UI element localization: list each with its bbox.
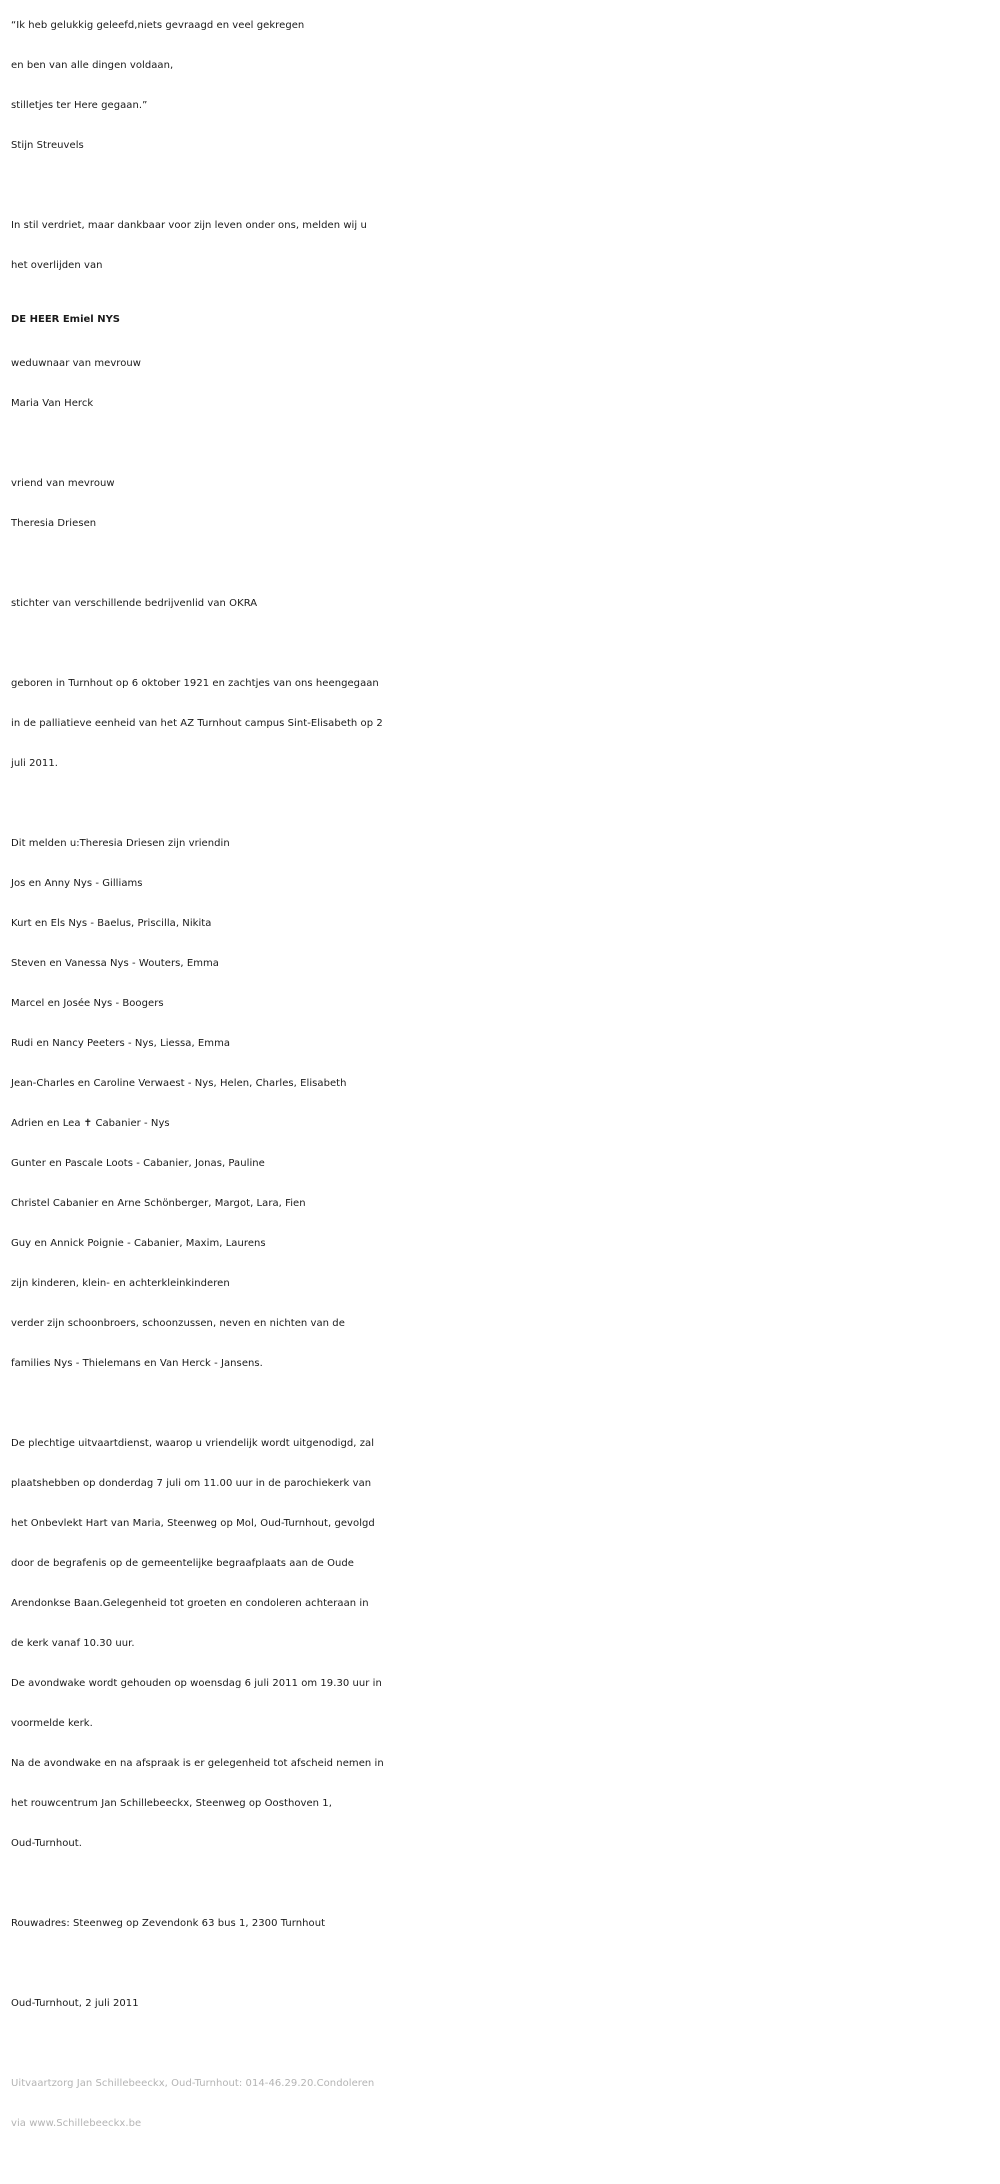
- friend-label: vriend van mevrouw: [11, 478, 115, 489]
- ceremony-line: De plechtige uitvaartdienst, waarop u vriendelijk wordt uitgenodigd, zal: [11, 1438, 375, 1449]
- intro-line: het overlijden van: [11, 260, 103, 271]
- ceremony-line: plaatshebben op donderdag 7 juli om 11.00 uur in de parochiekerk van: [11, 1478, 372, 1489]
- family-line: Steven en Vanessa Nys - Wouters, Emma: [11, 958, 219, 969]
- birth-death-line: in de palliatieve eenheid van het AZ Turnhout campus Sint-Elisabeth op 2: [11, 718, 383, 729]
- spacer: [11, 624, 996, 664]
- spacer: [11, 166, 996, 206]
- widower-label: weduwnaar van mevrouw: [11, 358, 142, 369]
- quote-block: [11, 6, 996, 166]
- intro-block: [11, 206, 996, 286]
- ceremony-line: De avondwake wordt gehouden op woensdag 6 juli 2011 om 19.30 uur in: [11, 1678, 382, 1689]
- obituary-document: [11, 6, 996, 2144]
- family-block: [11, 824, 996, 1384]
- spacer: [11, 1944, 996, 1984]
- family-line: Rudi en Nancy Peeters - Nys, Liessa, Emma: [11, 1038, 231, 1049]
- spacer: [11, 2024, 996, 2064]
- ceremony-line: het Onbevlekt Hart van Maria, Steenweg op Mol, Oud-Turnhout, gevolgd: [11, 1518, 375, 1529]
- ceremony-line: Arendonkse Baan.Gelegenheid tot groeten en condoleren achteraan in: [11, 1598, 369, 1609]
- ceremony-line: de kerk vanaf 10.30 uur.: [11, 1638, 135, 1649]
- family-line: Marcel en Josée Nys - Boogers: [11, 998, 164, 1009]
- quote-line: “Ik heb gelukkig geleefd,niets gevraagd en veel gekregen: [11, 20, 305, 31]
- birth-death-line: geboren in Turnhout op 6 oktober 1921 en zachtjes van ons heengegaan: [11, 678, 379, 689]
- spacer: [11, 544, 996, 584]
- friend-name: Theresia Driesen: [11, 518, 97, 529]
- family-line: Guy en Annick Poignie - Cabanier, Maxim, Laurens: [11, 1238, 266, 1249]
- family-line: Jos en Anny Nys - Gilliams: [11, 878, 143, 889]
- ceremony-line: door de begrafenis op de gemeentelijke begraafplaats aan de Oude: [11, 1558, 354, 1569]
- footer-website[interactable]: via www.Schillebeeckx.be: [11, 2118, 142, 2129]
- family-line: verder zijn schoonbroers, schoonzussen, neven en nichten van de: [11, 1318, 345, 1329]
- ceremony-line: het rouwcentrum Jan Schillebeeckx, Steenweg op Oosthoven 1,: [11, 1798, 332, 1809]
- ceremony-line: Oud-Turnhout.: [11, 1838, 82, 1849]
- spacer: [11, 784, 996, 824]
- spacer: [11, 424, 996, 464]
- deceased-name: DE HEER Emiel NYS: [11, 314, 121, 325]
- footer-block: [11, 2064, 996, 2144]
- family-line: Jean-Charles en Caroline Verwaest - Nys, Helen, Charles, Elisabeth: [11, 1078, 347, 1089]
- intro-line: In stil verdriet, maar dankbaar voor zijn leven onder ons, melden wij u: [11, 220, 367, 231]
- family-line: Adrien en Lea ✝ Cabanier - Nys: [11, 1118, 170, 1129]
- family-line: Kurt en Els Nys - Baelus, Priscilla, Nikita: [11, 918, 212, 929]
- quote-author: Stijn Streuvels: [11, 140, 84, 151]
- widower-name: Maria Van Herck: [11, 398, 94, 409]
- quote-line: en ben van alle dingen voldaan,: [11, 60, 174, 71]
- spacer: [11, 1864, 996, 1904]
- family-line: families Nys - Thielemans en Van Herck - Jansens.: [11, 1358, 263, 1369]
- family-line: zijn kinderen, klein- en achterkleinkinderen: [11, 1278, 230, 1289]
- spacer: [11, 1384, 996, 1424]
- quote-line: stilletjes ter Here gegaan.”: [11, 100, 148, 111]
- mourning-address: Rouwadres: Steenweg op Zevendonk 63 bus 1, 2300 Turnhout: [11, 1918, 326, 1929]
- ceremony-block: [11, 1424, 996, 1864]
- family-line: Christel Cabanier en Arne Schönberger, Margot, Lara, Fien: [11, 1198, 306, 1209]
- footer-line: Uitvaartzorg Jan Schillebeeckx, Oud-Turnhout: 014-46.29.20.Condoleren: [11, 2078, 375, 2089]
- relations-block: [11, 344, 996, 624]
- family-line: Gunter en Pascale Loots - Cabanier, Jonas, Pauline: [11, 1158, 265, 1169]
- ceremony-line: Na de avondwake en na afspraak is er gelegenheid tot afscheid nemen in: [11, 1758, 384, 1769]
- family-line: Dit melden u:Theresia Driesen zijn vriendin: [11, 838, 230, 849]
- role-line: stichter van verschillende bedrijvenlid van OKRA: [11, 598, 258, 609]
- ceremony-line: voormelde kerk.: [11, 1718, 93, 1729]
- birth-death-line: juli 2011.: [11, 758, 58, 769]
- birth-death-block: [11, 664, 996, 784]
- place-date: Oud-Turnhout, 2 juli 2011: [11, 1998, 139, 2009]
